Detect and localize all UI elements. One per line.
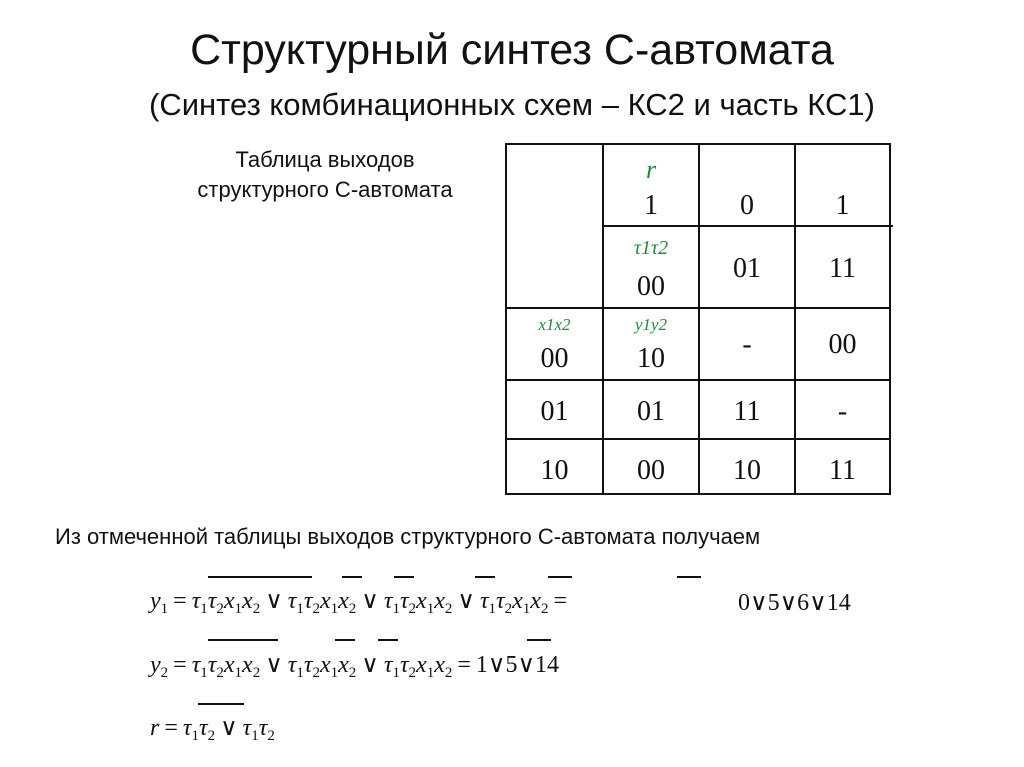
term: $\tau_1\tau_2x_1x_2$ [287, 588, 357, 617]
overbar [198, 703, 244, 705]
overbar [394, 576, 414, 578]
tau-value: 00 [637, 271, 665, 302]
table-cell: - [742, 329, 752, 360]
formula-r: $r = \tau_1\tau_2$ ∨ $\tau_1\tau_2$ [150, 715, 275, 744]
overbar [475, 576, 495, 578]
formula-y1-body: $y_1 = \tau_1\tau_2x_1x_2$ ∨ $\tau_1\tau_2x_1x_2$ ∨ $\tau_1\tau_2x_1x_2$ ∨ $\tau_1\tau_2x_1x_2$ = [150, 588, 567, 617]
label-r: r [645, 155, 657, 184]
table-cell: 00 [828, 329, 857, 360]
table-caption-line1: Таблица выходов [235, 147, 415, 172]
label-x: x1x2 [538, 315, 571, 334]
table-caption-line2: структурного С-автомата [197, 177, 453, 202]
x-value: 01 [540, 396, 569, 427]
overbar [548, 576, 572, 578]
overbar [677, 576, 701, 578]
table-cell: 11 [733, 396, 761, 427]
formula-y2-result: 1∨5∨14 [475, 652, 560, 678]
term: $\tau_1\tau_2x_1x_2$ [287, 652, 357, 681]
intro-text: Из отмеченной таблицы выходов структурного С-автомата получаем [55, 524, 761, 549]
term: $\tau_1\tau_2$ [182, 715, 216, 744]
grid-line [602, 225, 893, 227]
table-caption [170, 145, 480, 205]
term: $\tau_1\tau_2x_1x_2$ [479, 588, 549, 617]
r-value: 0 [740, 190, 754, 221]
table-cell: 11 [829, 455, 856, 486]
table-cell: - [837, 396, 848, 427]
label-tau: τ1τ2 [633, 237, 669, 259]
overbar [378, 639, 398, 641]
term: $\tau_1\tau_2x_1x_2$ [383, 588, 453, 617]
r-value: 1 [644, 190, 658, 221]
tau-value: 01 [733, 253, 761, 284]
table-cell: 10 [637, 343, 665, 374]
formula-y2: $y_2 = \tau_1\tau_2x_1x_2$ ∨ $\tau_1\tau_2x_1x_2$ ∨ $\tau_1\tau_2x_1x_2$ = 1∨5∨14 [150, 652, 560, 681]
term: $\tau_1\tau_2x_1x_2$ [191, 588, 261, 617]
overbar [342, 576, 362, 578]
formula-y1 [150, 586, 851, 618]
grid-line [507, 307, 889, 309]
term: $\tau_1\tau_2x_1x_2$ [191, 652, 261, 681]
output-table [505, 143, 891, 495]
term: $\tau_1\tau_2x_1x_2$ [383, 652, 453, 681]
overbar [208, 576, 312, 578]
grid-line [507, 379, 889, 381]
table-cell: 01 [637, 396, 665, 427]
grid-line [507, 438, 889, 440]
overbar [527, 639, 551, 641]
table-cell: 10 [733, 455, 761, 486]
formula-y1-result: 0∨5∨6∨14 [738, 590, 851, 616]
overbar [208, 639, 278, 641]
x-value: 00 [540, 343, 569, 374]
slide-title: Структурный синтез С-автомата [190, 26, 834, 74]
slide-subtitle: (Синтез комбинационных схем – КС2 и часть КС1) [149, 87, 875, 122]
table-cell: 00 [637, 455, 665, 486]
label-y: y1y2 [634, 315, 668, 334]
overbar [335, 639, 355, 641]
x-value: 10 [540, 455, 569, 486]
tau-value: 11 [829, 253, 856, 284]
term: $\tau_1\tau_2$ [242, 715, 275, 744]
r-value: 1 [835, 190, 850, 221]
